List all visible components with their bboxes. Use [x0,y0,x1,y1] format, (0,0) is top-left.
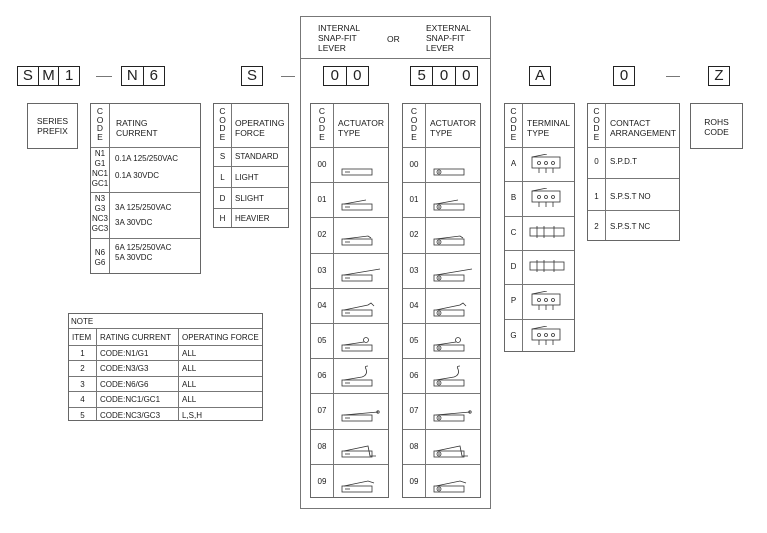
terminal-row-divider [505,284,574,285]
force-title: OPERATING FORCE [235,118,285,138]
actuator-internal-code-header: C O D E [318,106,326,142]
actuator-row-divider [311,182,388,183]
actuator-row-divider [311,253,388,254]
actuator-row-divider [311,393,388,394]
note-rating: CODE:N3/G3 [100,364,149,374]
actuator-lever-icon [338,295,386,317]
series-prefix-label: SERIES PREFIX [36,116,69,136]
rohs-code-box-label [690,103,743,149]
actuator-lever-icon [430,189,478,211]
force-code-3: D [219,194,226,203]
actuator-code: 08 [317,441,327,451]
external-char-3: 0 [462,67,471,84]
actuator-internal-title: ACTUATOR TYPE [338,118,384,138]
actuator-code: 07 [317,406,327,416]
separator-dash [666,76,680,77]
rohs-code-box [708,66,730,86]
actuator-row-divider [311,429,388,430]
rating-value-1a: 0.1A 125/250VAC [115,154,179,163]
actuator-row-divider [311,358,388,359]
force-code-1: S [219,152,226,161]
contact-arrangement-table [587,103,680,241]
actuator-row-divider [403,288,480,289]
note-item: 4 [80,395,85,405]
terminal-code: C [510,227,517,237]
terminal-icon [527,291,567,311]
note-rating: CODE:N6/G6 [100,379,149,389]
actuator-external-code-header: C O D E [410,106,418,142]
actuator-code: 09 [409,476,419,486]
rating-title: RATING CURRENT [116,118,158,138]
actuator-code: 03 [409,265,419,275]
actuator-row-divider [403,393,480,394]
force-code-4: H [219,214,226,223]
terminal-code: A [510,159,517,168]
internal-char-1: 0 [324,67,347,85]
terminal-icon [527,257,567,277]
actuator-code: 05 [409,336,419,345]
terminal-row-divider [505,319,574,320]
terminal-type-table [504,103,575,352]
note-row [69,407,262,424]
rohs-label: ROHS CODE [704,117,729,137]
actuator-code: 03 [317,265,327,275]
actuator-lever-icon [338,436,386,458]
force-code-2: L [220,173,225,182]
actuator-code: 04 [409,300,419,310]
internal-code-box [323,66,369,86]
separator-dash [96,76,112,77]
force-code-box [241,66,263,86]
external-char-2: 0 [433,67,455,85]
actuator-code: 00 [317,160,327,169]
or-label: OR [387,34,400,44]
actuator-code: 07 [409,406,419,416]
actuator-row-divider [403,464,480,465]
actuator-code: 09 [317,476,327,486]
rating-value-3: 6A 125/250VAC 5A 30VDC [115,243,172,262]
rating-code-box [121,66,165,86]
terminal-row-divider [505,181,574,182]
actuator-external-title: ACTUATOR TYPE [430,118,476,138]
terminal-char: A [534,67,545,84]
terminal-icon [527,223,567,243]
terminal-row-divider [505,250,574,251]
operating-force-table [213,103,289,228]
rating-char-2: 6 [149,67,158,84]
contact-label-1: S.P.D.T [610,157,637,166]
actuator-lever-icon [338,330,386,352]
actuator-lever-icon [338,260,386,282]
force-code-header: C O D E [219,106,226,142]
actuator-lever-icon [430,436,478,458]
contact-code-2: 1 [594,192,599,201]
actuator-lever-icon [338,154,386,176]
note-force: L,S,H [182,410,203,420]
actuator-row-divider [311,147,388,148]
rohs-char: Z [714,67,724,84]
actuator-row-divider [311,323,388,324]
terminal-icon [527,154,567,174]
contact-label-2: S.P.S.T NO [610,192,651,201]
actuator-lever-icon [338,189,386,211]
actuator-code: 02 [409,230,419,240]
actuator-row-divider [403,358,480,359]
external-lever-label: EXTERNAL SNAP-FIT LEVER [426,23,471,53]
actuator-code: 02 [317,230,327,240]
actuator-lever-icon [430,471,478,493]
actuator-row-divider [403,182,480,183]
actuator-code: 04 [317,300,327,310]
actuator-lever-icon [338,471,386,493]
actuator-row-divider [403,323,480,324]
actuator-lever-icon [338,365,386,387]
internal-lever-label: INTERNAL SNAP-FIT LEVER [318,23,361,53]
actuator-row-divider [311,464,388,465]
contact-label-3: S.P.S.T NC [610,222,651,231]
rating-codes-1: N1 G1 NC1 GC1 [91,149,109,188]
actuator-internal-table [310,103,389,498]
actuator-lever-icon [430,224,478,246]
terminal-code: G [510,330,517,340]
actuator-lever-icon [430,154,478,176]
contact-code-1: 0 [594,157,599,166]
terminal-row-divider [505,147,574,148]
actuator-lever-icon [338,400,386,422]
separator-dash [281,76,295,77]
actuator-row-divider [403,253,480,254]
note-rating: CODE:NC3/GC3 [100,410,161,420]
series-char-1: S [18,67,39,85]
actuator-row-divider [311,217,388,218]
terminal-code: B [510,193,517,203]
note-force: ALL [182,395,197,405]
lever-header-separator [300,58,491,59]
actuator-lever-icon [430,295,478,317]
actuator-code: 06 [317,371,327,381]
external-code-box [410,66,478,86]
note-item: 1 [80,349,85,358]
actuator-lever-icon [430,260,478,282]
actuator-code: 01 [317,195,327,205]
force-label-1: STANDARD [235,152,279,161]
terminal-icon [527,326,567,346]
contact-title: CONTACT ARRANGEMENT [610,118,677,138]
rating-codes-3: N6 G6 [94,248,106,267]
series-char-2: M [39,67,60,85]
note-header-rating: RATING CURRENT [100,333,171,342]
note-item: 5 [80,410,85,420]
actuator-lever-icon [338,224,386,246]
external-char-1: 5 [411,67,433,85]
rating-current-table [90,103,201,274]
actuator-lever-icon [430,400,478,422]
series-prefix-box [27,103,78,149]
series-char-3: 1 [65,67,74,84]
rating-code-header: C O D E [96,106,104,142]
actuator-code: 00 [409,160,419,169]
note-header-force: OPERATING FORCE [182,333,259,342]
series-code-box [17,66,80,86]
contact-code-3: 2 [594,222,599,231]
actuator-code: 01 [409,195,419,205]
note-title: NOTE [71,317,94,326]
note-force: ALL [182,349,197,358]
terminal-code: P [510,296,517,306]
rating-value-1b: 0.1A 30VDC [115,171,160,180]
note-header-item: ITEM [72,333,92,342]
force-char: S [246,67,257,84]
force-label-4: HEAVIER [235,214,270,223]
rating-char-1: N [122,67,144,85]
actuator-external-table [402,103,481,498]
note-force: ALL [182,364,197,374]
terminal-code-header: C O D E [510,106,517,142]
force-label-2: LIGHT [235,173,259,182]
actuator-row-divider [403,147,480,148]
contact-char: 0 [619,67,629,84]
note-table [68,313,263,421]
actuator-lever-icon [430,365,478,387]
actuator-lever-icon [430,330,478,352]
actuator-code: 06 [409,371,419,381]
rating-codes-2: N3 G3 NC3 GC3 [91,194,109,233]
terminal-icon [527,188,567,208]
contact-code-box [613,66,635,86]
note-rating: CODE:N1/G1 [100,349,149,358]
note-item: 3 [80,379,85,389]
terminal-code: D [510,261,517,271]
force-label-3: SLIGHT [235,194,264,203]
rating-value-2b: 3A 30VDC [115,218,153,227]
note-rating: CODE:NC1/GC1 [100,395,161,405]
actuator-code: 08 [409,441,419,451]
actuator-code: 05 [317,336,327,345]
internal-char-2: 0 [353,67,362,84]
note-item: 2 [80,364,85,374]
note-force: ALL [182,379,197,389]
actuator-row-divider [311,288,388,289]
contact-code-header: C O D E [593,106,600,142]
actuator-row-divider [403,429,480,430]
terminal-code-box [529,66,551,86]
actuator-row-divider [403,217,480,218]
terminal-title: TERMINAL TYPE [527,118,570,138]
rating-value-2a: 3A 125/250VAC [115,203,172,212]
terminal-row-divider [505,216,574,217]
